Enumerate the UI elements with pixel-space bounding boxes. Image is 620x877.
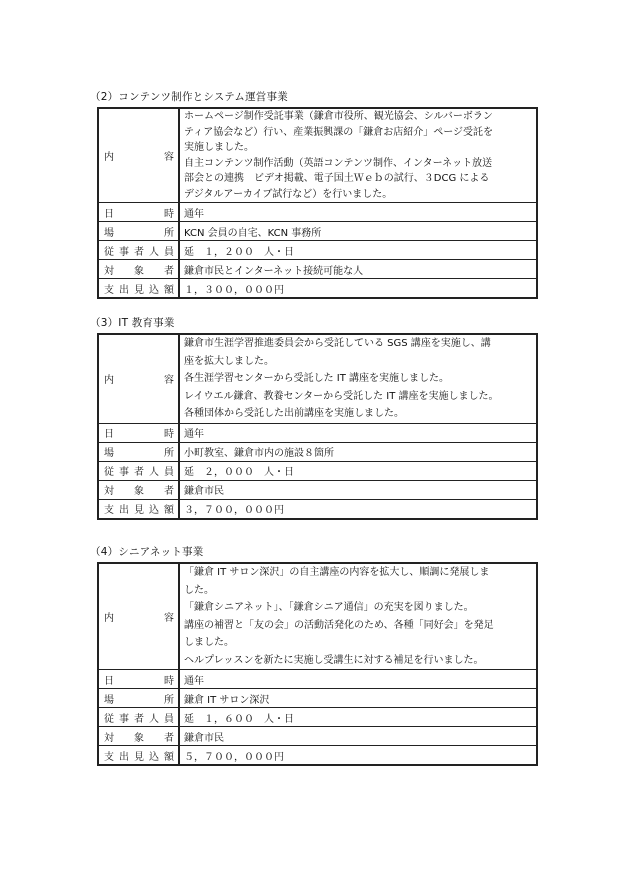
row-value: １，３００，０００円 xyxy=(179,279,537,299)
content-line: 各種団体から受託した出前講座を実施しました。 xyxy=(184,408,404,419)
table-row-date xyxy=(98,423,537,442)
row-label: 対 象 者 xyxy=(98,260,179,279)
content-line: ホームページ制作受託事業（鎌倉市役所、観光協会、シルバーボラン xyxy=(184,111,493,122)
row-label: 対 象 者 xyxy=(98,480,179,499)
table-row-content xyxy=(98,334,537,423)
content-line: 各生涯学習センターから受託した IT 講座を実施しました。 xyxy=(184,373,450,384)
table-row-target xyxy=(98,480,537,499)
content-line: ティア協会など）行い、産業振興課の「鎌倉お店紹介」ページ受託を xyxy=(184,126,493,138)
table-row-content xyxy=(98,108,537,203)
row-value: ５，７００，０００円 xyxy=(179,746,537,766)
table-row-budget xyxy=(98,499,537,519)
table-row-target xyxy=(98,260,537,279)
row-label: 内 容 xyxy=(98,334,179,423)
section-content-production xyxy=(90,90,540,299)
table-row-place xyxy=(98,689,537,708)
content-line: 鎌倉市生涯学習推進委員会から受託している SGS 講座を実施し、講 xyxy=(184,338,491,349)
table-row-staff xyxy=(98,708,537,727)
section-title: （2）コンテンツ制作とシステム運営事業 xyxy=(90,91,288,103)
row-value: KCN 会員の自宅、KCN 事務所 xyxy=(179,222,537,241)
row-label: 支出見込額 xyxy=(98,499,179,519)
content-line: 講座の補習と「友の会」の活動活発化のため、各種「同好会」を発足 xyxy=(184,619,494,631)
content-line: 自主コンテンツ制作活動（英語コンテンツ制作、インターネット放送 xyxy=(184,157,493,169)
row-label: 従事者人員 xyxy=(98,708,179,727)
content-line: 「鎌倉シニアネット」、「鎌倉シニア通信」の充実を図りました。 xyxy=(184,602,474,613)
row-value: 通年 xyxy=(179,423,537,442)
content-line: デジタルアーカイブ試行など）を行いました。 xyxy=(184,188,393,200)
row-value: 鎌倉市民とインターネット接続可能な人 xyxy=(179,260,537,279)
info-table xyxy=(97,333,538,520)
content-line: 実施しました。 xyxy=(184,142,254,153)
table-row-staff xyxy=(98,241,537,260)
row-label: 場 所 xyxy=(98,689,179,708)
row-value-content xyxy=(179,563,537,670)
section-title: （4）シニアネット事業 xyxy=(90,546,204,558)
row-label: 従事者人員 xyxy=(98,461,179,480)
content-line: 座を拡大しました。 xyxy=(184,355,274,367)
info-table xyxy=(97,107,538,299)
table-row-date xyxy=(98,203,537,222)
row-value: 鎌倉市民 xyxy=(179,480,537,499)
table-row-date xyxy=(98,670,537,689)
table-row-budget xyxy=(98,746,537,766)
row-value: 延 １，２００ 人・日 xyxy=(179,241,537,260)
row-label: 日 時 xyxy=(98,203,179,222)
row-label: 内 容 xyxy=(98,108,179,203)
content-line: しました。 xyxy=(184,637,234,648)
table-row-budget xyxy=(98,279,537,299)
content-line: 部会との連携 ビデオ掲載、電子国土Ｗｅｂの試行、３DCG による xyxy=(184,173,490,184)
row-label: 対 象 者 xyxy=(98,727,179,746)
row-value: 延 １，６００ 人・日 xyxy=(179,708,537,727)
row-value: 通年 xyxy=(179,203,537,222)
row-label: 日 時 xyxy=(98,423,179,442)
info-table xyxy=(97,562,538,766)
row-value: 通年 xyxy=(179,670,537,689)
row-value: 鎌倉 IT サロン深沢 xyxy=(179,689,537,708)
content-line: 「鎌倉 IT サロン深沢」の自主講座の内容を拡大し、順調に発展しま xyxy=(184,567,490,578)
row-label: 支出見込額 xyxy=(98,279,179,299)
row-value-content xyxy=(179,108,537,203)
row-label: 場 所 xyxy=(98,222,179,241)
section-it-education xyxy=(90,316,540,520)
section-title: （3）IT 教育事業 xyxy=(90,317,175,329)
row-label: 場 所 xyxy=(98,442,179,461)
row-label: 日 時 xyxy=(98,670,179,689)
row-label: 従事者人員 xyxy=(98,241,179,260)
row-value: 小町教室、鎌倉市内の施設８箇所 xyxy=(179,442,537,461)
table-row-place xyxy=(98,442,537,461)
table-row-target xyxy=(98,727,537,746)
section-senior-net xyxy=(90,545,540,766)
row-value: 鎌倉市民 xyxy=(179,727,537,746)
table-row-staff xyxy=(98,461,537,480)
row-value-content xyxy=(179,334,537,423)
row-label: 支出見込額 xyxy=(98,746,179,766)
row-value: ３，７００，０００円 xyxy=(179,499,537,519)
row-value: 延 ２，０００ 人・日 xyxy=(179,461,537,480)
content-line: した。 xyxy=(184,584,214,596)
content-line: レイウエル鎌倉、教養センターから受託した IT 講座を実施しました。 xyxy=(184,390,499,402)
content-line: ヘルプレッスンを新たに実施し受講生に対する補足を行いました。 xyxy=(184,654,484,666)
row-label: 内 容 xyxy=(98,563,179,670)
table-row-place xyxy=(98,222,537,241)
table-row-content xyxy=(98,563,537,670)
